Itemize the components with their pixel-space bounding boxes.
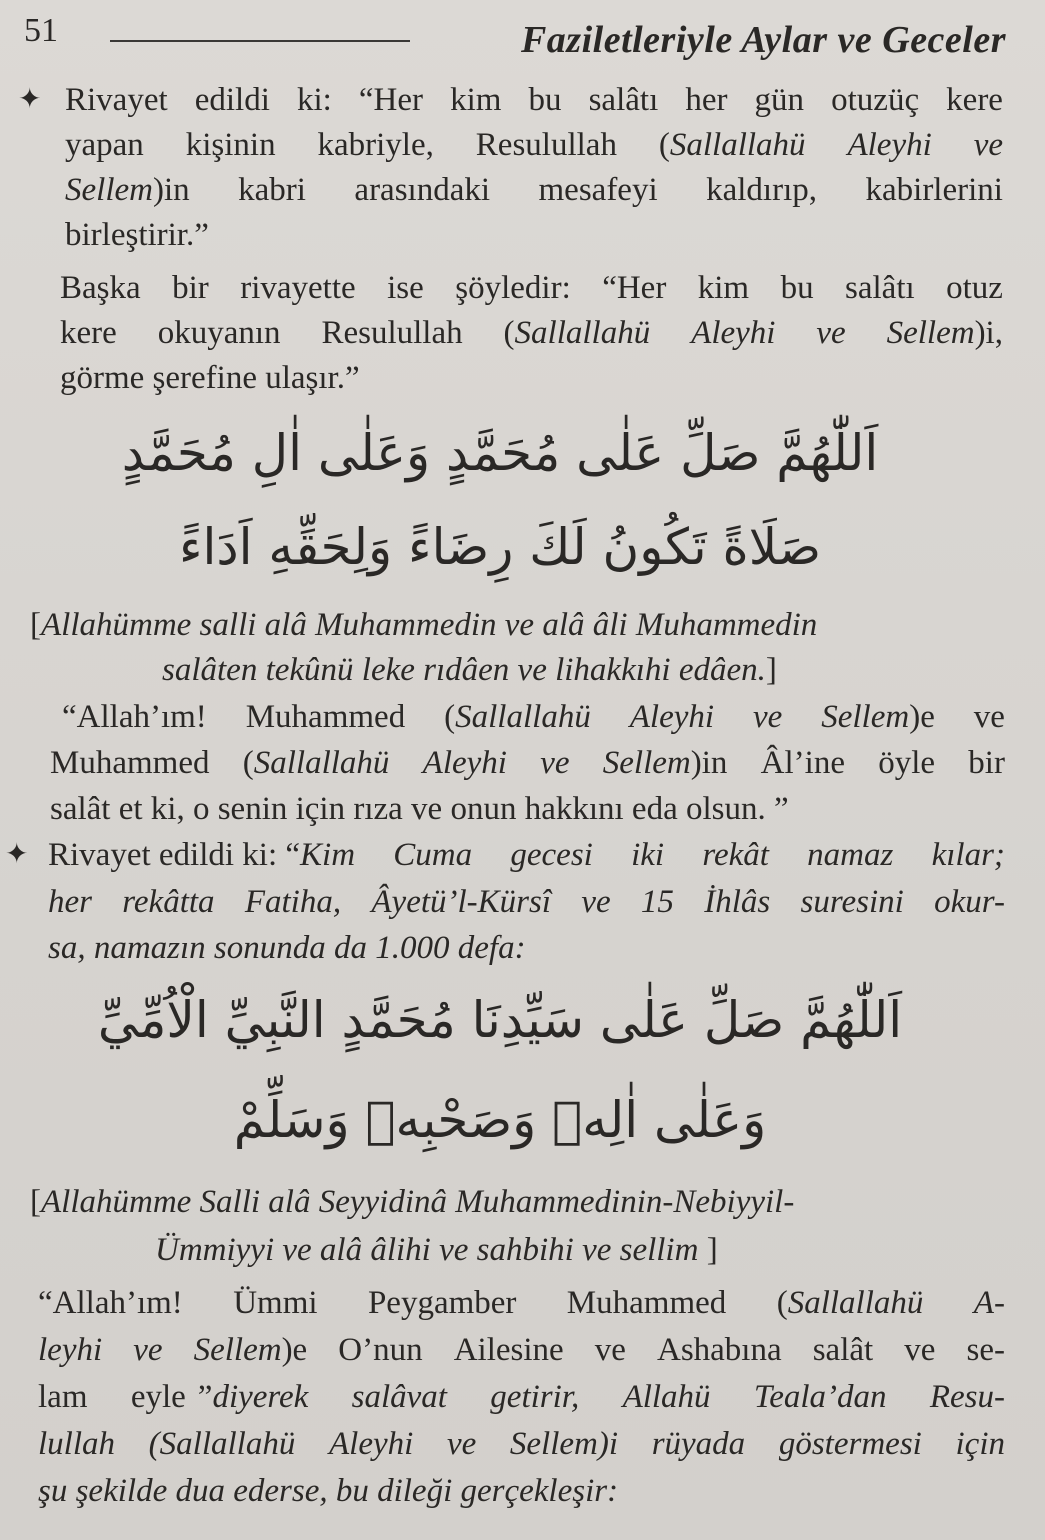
word-italic: diyerek	[212, 1379, 309, 1415]
word-italic: rüyada	[651, 1426, 746, 1462]
paren: (	[503, 315, 515, 351]
word-italic: lullah	[38, 1426, 116, 1462]
word: O’nun	[338, 1332, 423, 1368]
bracket: ]	[765, 652, 777, 688]
word: kim	[697, 270, 750, 306]
word-italic: Sellem	[821, 699, 910, 735]
word-italic: leyhi	[38, 1332, 103, 1368]
word-italic: İhlâs	[704, 884, 771, 920]
word: kere	[946, 82, 1003, 118]
arabic-prayer2-line2: وَعَلٰى اٰلِهٖ وَصَحْبِهٖ وَسَلِّمْ	[233, 1091, 767, 1149]
bracket: ]	[698, 1232, 718, 1268]
para3-line2	[48, 882, 1005, 922]
word	[194, 1330, 308, 1370]
word-italic: Aleyhi	[691, 315, 776, 351]
word-italic: Cuma	[393, 837, 473, 873]
word: Muhammed	[50, 745, 210, 781]
word: )i,	[974, 315, 1003, 351]
word: her	[685, 82, 728, 118]
word: kere	[60, 315, 117, 351]
word-italic: rekât	[702, 837, 769, 873]
meaning1-line3: salât et ki, o senin için rıza ve onun hakkını eda olsun. ”	[50, 791, 789, 827]
word-italic: salâvat	[351, 1379, 447, 1415]
word-italic: Aleyhi	[422, 745, 507, 781]
para2-line1	[60, 268, 1003, 308]
word: rivayette	[240, 270, 356, 306]
word: Rivayet edildi ki: “	[48, 837, 301, 873]
word-italic: rekâtta	[122, 884, 215, 920]
para1-line2	[65, 125, 1003, 165]
word-italic: suresini	[800, 884, 904, 920]
word	[603, 743, 728, 783]
translit1-line1	[30, 605, 817, 645]
translit2-line1	[30, 1182, 794, 1222]
page-number: 51	[24, 12, 58, 49]
paren: (	[444, 699, 456, 735]
word-italic: Kim	[300, 837, 356, 873]
word-italic: gecesi	[510, 837, 593, 873]
word: mesafeyi	[538, 172, 658, 208]
word: kim	[450, 82, 502, 118]
word: bir	[172, 270, 209, 306]
word: ki:	[296, 82, 332, 118]
word: Muhammed	[566, 1285, 727, 1321]
word-italic: ve	[973, 127, 1003, 163]
word-italic: ve	[446, 1426, 477, 1462]
para1-line3	[65, 170, 1003, 210]
word: bu	[528, 82, 562, 118]
word: kişinin	[185, 127, 276, 163]
word	[65, 170, 190, 210]
word: gün	[754, 82, 805, 118]
word: edildi	[194, 82, 270, 118]
meaning1-line2	[50, 743, 1005, 783]
word: Başka	[60, 270, 141, 306]
para3-line1	[48, 835, 1005, 875]
word: öyle	[878, 745, 936, 781]
translit-text: salâten tekûnü leke rıdâen ve lihakkıhi edâen.	[162, 652, 766, 688]
header-rule	[110, 40, 410, 42]
word: lam	[38, 1379, 88, 1415]
word: otuzüç	[831, 82, 920, 118]
bracket: [	[30, 607, 41, 643]
page-header	[18, 10, 1028, 60]
word-italic: Sallallahü	[253, 745, 390, 781]
word: Ashabına	[656, 1332, 782, 1368]
word: ve	[904, 1332, 936, 1368]
word: şöyledir:	[455, 270, 571, 306]
word: kabriyle,	[317, 127, 434, 163]
word-italic: (Sallallahü	[148, 1426, 296, 1462]
word: Resulullah	[475, 127, 617, 163]
word: ise	[387, 270, 424, 306]
word	[821, 697, 935, 737]
meaning2-line5: şu şekilde dua ederse, bu dileği gerçekleşir:	[38, 1473, 619, 1509]
word: )e	[909, 699, 935, 735]
word-italic: 15	[640, 884, 674, 920]
word-italic: getirir,	[490, 1379, 580, 1415]
word-italic: Teala’dan	[753, 1379, 887, 1415]
word: kaldırıp,	[706, 172, 818, 208]
word: salâtı	[588, 82, 659, 118]
word-italic: Resu-	[929, 1379, 1005, 1415]
word: )in	[152, 172, 190, 208]
word-italic: A-	[973, 1285, 1005, 1321]
para2-line3: görme şerefine ulaşır.”	[60, 360, 360, 396]
word-italic: Sallallahü	[669, 127, 806, 163]
word-italic: Sellem	[886, 315, 975, 351]
word-italic: Sellem	[602, 745, 691, 781]
word: Peygamber	[367, 1285, 517, 1321]
word	[659, 125, 806, 165]
word: ve	[973, 699, 1005, 735]
word	[777, 1283, 924, 1323]
word-italic: Sallallahü	[455, 699, 591, 735]
para1-line4: birleştirir.”	[65, 217, 209, 253]
para3-line3: sa, namazın sonunda da 1.000 defa:	[48, 930, 526, 966]
meaning1-line1	[62, 697, 1005, 737]
word-italic: ve	[816, 315, 846, 351]
word-italic: Sellem	[193, 1332, 282, 1368]
word	[444, 697, 591, 737]
word-italic: Sallallahü	[787, 1285, 924, 1321]
translit-text: Allahümme Salli alâ Seyyidinâ Muhammedinin-Nebiyyil-	[41, 1184, 795, 1220]
word-italic: Âyetü’l-Kürsî	[371, 884, 552, 920]
word: salâtı	[845, 270, 915, 306]
word: eyle	[130, 1379, 186, 1415]
word: “Allah’ım!	[62, 699, 207, 735]
word: yapan	[65, 127, 144, 163]
paren: (	[776, 1285, 788, 1321]
meaning2-line2	[38, 1330, 1005, 1370]
word-italic: Sallallahü	[514, 315, 651, 351]
word: Âl’ine	[760, 745, 845, 781]
paren: (	[658, 127, 670, 163]
word: )in	[690, 745, 728, 781]
word: kabri	[238, 172, 306, 208]
word: Ailesine	[453, 1332, 564, 1368]
bracket: [	[30, 1184, 41, 1220]
word-italic: namaz	[807, 837, 894, 873]
word-italic: Aleyhi	[329, 1426, 414, 1462]
word: “Allah’ım!	[38, 1285, 183, 1321]
word	[887, 313, 1003, 353]
word-italic: okur-	[934, 884, 1005, 920]
word-italic: ve	[540, 745, 570, 781]
four-point-star-icon: ✦	[18, 84, 42, 115]
word: bir	[968, 745, 1005, 781]
word-italic: Aleyhi	[629, 699, 715, 735]
word: arasındaki	[354, 172, 491, 208]
word: ve	[594, 1332, 626, 1368]
para1-line1	[65, 80, 1003, 120]
word: Muhammed	[245, 699, 406, 735]
running-title: Faziletleriyle Aylar ve Geceler	[520, 19, 1006, 61]
para2-line2	[60, 313, 1003, 353]
word-italic: göstermesi	[778, 1426, 922, 1462]
word: Resulullah	[321, 315, 463, 351]
paren: (	[242, 745, 254, 781]
meaning2-line1	[38, 1283, 1005, 1323]
arabic-prayer1-line2: صَلَاةً تَكُونُ لَكَ رِضَاءً وَلِحَقِّهِ اَدَاءً	[178, 518, 822, 576]
translit-text: Allahümme salli alâ Muhammedin ve alâ âli Muhammedin	[41, 607, 818, 643]
word: “Her	[602, 270, 667, 306]
word-italic: Sellem	[65, 172, 153, 208]
translit2-line2	[155, 1230, 718, 1270]
four-point-star-icon: ✦	[5, 839, 29, 870]
word-italic: Allahü	[622, 1379, 711, 1415]
word	[243, 743, 390, 783]
meaning2-line4	[38, 1424, 1005, 1464]
word-italic: Aleyhi	[847, 127, 932, 163]
word: okuyanın	[157, 315, 281, 351]
word	[504, 313, 651, 353]
word-italic: ve	[753, 699, 783, 735]
arabic-prayer2-line1: اَللّٰهُمَّ صَلِّ عَلٰى سَيِّدِنَا مُحَمَّدٍ النَّبِيِّ الْاُمِّيِّ	[97, 991, 903, 1049]
meaning2-line3	[38, 1377, 1005, 1417]
word: Rivayet	[65, 82, 168, 118]
arabic-prayer1-line1: اَللّٰهُمَّ صَلِّ عَلٰى مُحَمَّدٍ وَعَلٰى اٰلِ مُحَمَّدٍ	[121, 424, 879, 482]
word: “Her	[358, 82, 424, 118]
word: Ümmi	[233, 1285, 318, 1321]
quote: ”	[197, 1379, 213, 1415]
word: bu	[780, 270, 814, 306]
word: kabirlerini	[865, 172, 1003, 208]
word-italic: kılar;	[931, 837, 1005, 873]
translit-text: Ümmiyyi ve alâ âlihi ve sahbihi ve sellim	[155, 1232, 699, 1268]
word-italic: her	[48, 884, 92, 920]
word-italic: Sellem)i	[509, 1426, 619, 1462]
word-italic: ve	[581, 884, 611, 920]
word	[131, 1377, 309, 1417]
italic-run	[300, 835, 1005, 875]
translit1-line2	[162, 650, 777, 690]
word: se-	[966, 1332, 1005, 1368]
word-italic: iki	[631, 837, 665, 873]
word: salât	[812, 1332, 874, 1368]
word-italic: için	[955, 1426, 1005, 1462]
word-italic: ve	[133, 1332, 163, 1368]
word: otuz	[946, 270, 1003, 306]
word-italic: Fatiha,	[244, 884, 342, 920]
word: )e	[281, 1332, 308, 1368]
